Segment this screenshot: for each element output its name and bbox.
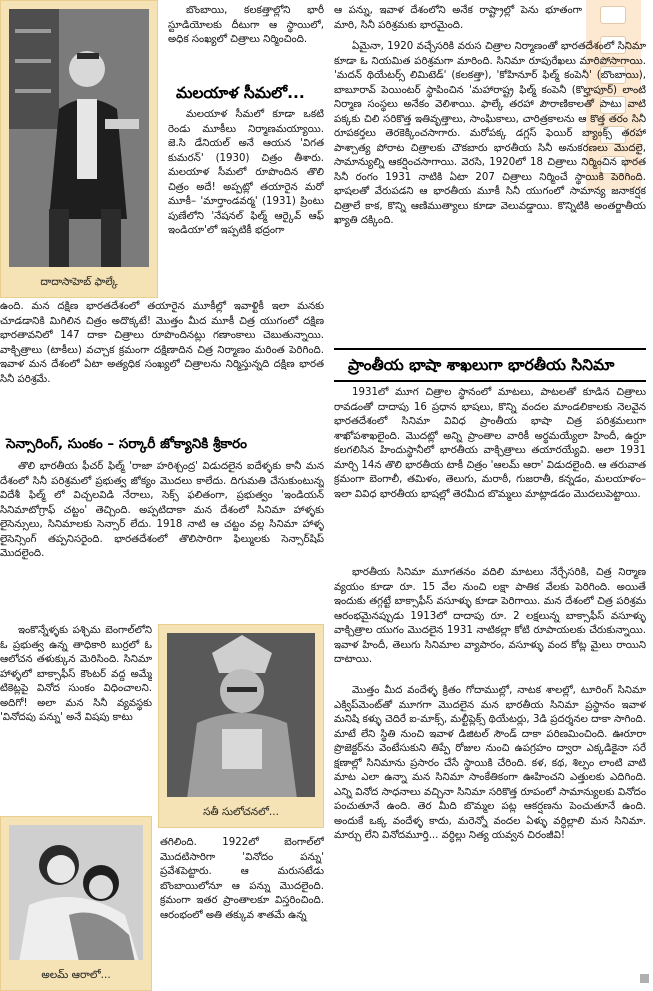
heading-censorship: సెన్సారింగ్, సుంకం – సర్కారీ జోక్యానికి శ్రీకారం [6,436,247,452]
full-width-text [0,300,324,426]
paragraph: తగిలింది. 1922లో బెంగాల్‌లో మొదటిసారిగా 'వినోదం పన్ను' ప్రవేశపెట్టారు. ఆ మరుసటేడు బొంబాయిలోనూ ఆ పన్ను మొదలైంది. క్రమంగా ఇతర ప్రాంతాలకూ విస్తరించింది. ఆరంభంలో అతి తక్కువ శాతమే ఉన్న [160,837,324,921]
col2-top-text [334,4,582,38]
sulochana-illustration [167,633,315,797]
sulochana-photo [158,624,324,828]
alam-ara-photo [0,816,152,991]
col1-malayalam-text [168,108,324,298]
paragraph: మొత్తం మీద వందేళ్ళ క్రితం గోదాముల్లో, నాటక శాలల్లో, టూరింగ్ సినిమా ఎక్విప్‌మెంట్‌తో మూగగా మొదలైన మన భారతీయ సినిమా ప్రస్థానం ఇవాళ మనిషి కళ్ళు చెదిరే ఐ-మాక్స్, మల్టీప్లెక్స్ థియేటర్లు, 3డి ప్రదర్శనల దాకా సాగింది. మాటే లేని స్థితి నుంచి ఇవాళ డిజిటల్ సౌండ్ దాకా పరిణమించింది. ఊరూరా ప్రొజెక్టర్‌ను వెంటేసుకుని తిప్పే రోజుల నుంచి ఉపగ్రహం ద్వారా ఎక్కడికైనా సరే క్షణాల్లో సినిమాను ప్రసారం చేసే స్థాయికి చేరింది. కళ, కథ, శిల్పం లాంటి వాటి మాట ఎలా ఉన్నా మన సినిమా సాంకేతికంగా ఊహించని ఎత్తులకు ఎదిగింది. ఎన్ని వినోద సాధనాలు వచ్చినా సినిమా సరికొత్త రూపంలో సామాన్యులకు వినోదం పంచుతూనే ఉంది. తెర మీది బొమ్మల పట్ల ఆకర్షణను పెంచుతూనే ఉంది. అందుకే ఒక్క వందేళ్ళ కాదు, మరెన్నో వందల ఏళ్ళు వర్ధిల్లాలి మన సినిమా. మార్చు లేని వినోదమూర్తి... వర్ధిల్లు నిత్య యవ్వన చిరంజీవి! [334,685,646,841]
paragraph: ఇంకొన్నేళ్ళకు పశ్చిమ బెంగాల్‌లోని ఓ ప్రభుత్వ ఉన్న తాధికారి బుర్రలో ఓ ఆలోచన తళుక్కున మెరిసింది. సినిమా హాళ్ళలో బాక్సాఫీస్ కౌంటర్ వద్ద అమ్మే టికెట్లపై వినోద సుంకం విధించాలని. అదిగో! అలా మన సినీ వ్యవస్థకు 'వినోదపు పన్ను' అనే విషపు కాటు [0,625,152,723]
paragraph: బొంబాయి, కలకత్తాల్లోని భారీ స్టూడియోలకు దీటుగా ఆ స్థాయిలో, అధిక సంఖ్యలో చిత్రాలు నిర్మించింది. [168,5,324,45]
phalke-caption: దాదాసాహెబ్ ఫాల్కే [40,276,118,288]
paragraph: 1931లో మూగ చిత్రాల స్థానంలో మాటలు, పాటలతో కూడిన చిత్రాలు రావడంతో దాదాపు 16 ప్రధాన భాషలు, కొన్ని వందల మాండలికాలకు నెలవైన భారతదేశంలో సినిమా వివిధ ప్రాంతీయ భాషా చిత్ర పరిశ్రమలుగా శాఖోపశాఖలైంది. మొదట్లో అన్ని ప్రాంతాల వారికీ అర్థమయ్యేలా హిందీ, ఉర్దూ కలగలిసిన హిందుస్థానీలో భారతీయ వాక్చిత్రాలు తయారయ్యేవి. అలా 1931 మార్చి 14న తొలి భారతీయ టాకీ చిత్రం 'ఆలమ్ ఆరా' విడుదలైంది. ఆ తరువాత క్రమంగా బెంగాలీ, తమిళం, తెలుగు, మరాఠీ, గుజరాతీ, కన్నడం, మలయాళం– ఇలా వివిధ భారతీయ భాషల్లో తెరమీద బొమ్మలు మాట్లాడడం మొదలుపెట్టాయి. [334,387,646,500]
censorship-text [0,460,324,620]
col2-regional-text [334,386,646,564]
col2-main-text [334,40,646,340]
film-hole [600,6,626,24]
phalke-image [9,9,149,267]
paragraph: ఉంది. మన దక్షిణ భారతదేశంలో తయారైన మూకీల్లో ఇవాళ్టికీ ఇలా మనకు చూడడానికి మిగిలిన చిత్రం అదొక్కటే! మొత్తం మీద మూకీ చిత్ర యుగంలో దక్షిణ భారతావనిలో 147 దాకా చిత్రాలు రూపొందినట్లు గణాంకాలు చెబుతున్నాయి. వాక్చిత్రాలు (టాకీలు) వచ్చాక క్రమంగా దక్షిణాదిన చిత్ర నిర్మాణం మరింత పెరిగింది. ఇవాళ మన దేశంలో ఏటా అత్యధిక సంఖ్యలో చిత్రాలను నిర్మిస్తున్నది దక్షిణ భారత సినీ పరిశ్రమే. [0,301,324,385]
heading-malayalam: మలయాళ సీమలో... [176,84,305,102]
alam-ara-illustration [9,825,143,960]
paragraph: భారతీయ సినిమా మూగతనం వదిలి మాటలు నేర్చేసరికి, చిత్ర నిర్మాణ వ్యయం కూడా రూ. 15 వేల నుంచి లక్షా పాతిక వేలకు పెరిగింది. అయితే ఇందుకు తగ్గట్టే బాక్సాఫీస్ వసూళ్ళు కూడా పెరిగాయి. మన దేశంలో చిత్ర పరిశ్రమ ఆరంభమైనప్పుడు 1913లో దాదాపు రూ. 2 లక్షలున్న బాక్సాఫీస్ వసూళ్ళు వాక్చిత్రాల యుగం మొదలైన 1931 నాటికల్లా కోటి రూపాయలకు చేరుకున్నాయి. ఇవాళ హిందీ, తెలుగు సినిమాల వ్యాపారం, వసూళ్ళు వంద కోట్ల మైలు రాయిని దాటాయి. [334,567,646,665]
phalke-illustration [9,9,149,267]
alam-ara-caption: అలమ్ ఆరాలో... [41,969,111,981]
page-corner-mark [640,974,649,983]
col2-boxoffice-text [334,566,646,682]
paragraph: ఆ పన్ను, ఇవాళ దేశంలోని అనేక రాష్ట్రాల్లో పెను భూతంగా మారి, సినీ పరిశ్రమకు భారమైంది. [334,5,582,31]
col1-tail-text [160,836,324,986]
col1-top-text [168,4,324,78]
alam-ara-image [9,825,143,960]
sulochana-image [167,633,315,797]
phalke-photo [0,0,158,298]
paragraph: మలయాళ సీమలో కూడా ఒకటి రెండు మూకీలు నిర్మాణమయ్యాయి. జె.సి డేనియల్ అనే ఆయన 'విగత కుమరన్' (1930) చిత్రం తీశారు. మలయాళ సీమలో రూపొందిన తొలి చిత్రం అదే! అప్పట్లో తయారైన మరో మూకీ– 'మార్తాండవర్మ' (1931) ప్రింటు పుణేలోని 'నేషనల్ ఫిల్మ్ ఆర్కైవ్ ఆఫ్ ఇండియా'లో ఇప్పటికీ భద్రంగా [168,109,324,236]
col2-end-text [334,684,646,984]
col1-bottom-text [0,624,152,814]
heading-rule-top [334,348,646,350]
paragraph: తొలి భారతీయ ఫీచర్ ఫిల్మ్ 'రాజా హరిశ్చంద్ర' విడుదలైన ఐదేళ్ళకు కానీ మన దేశంలో సినీ పరిశ్రమలో ప్రభుత్వ జోక్యం మొదలు కాలేదు. దిగుమతి చేసుకుంటున్న విదేశీ ఫిల్మ్ లో విచ్చలవిడి నేరాలు, సెక్స్ ఫలితంగా, ప్రభుత్వం 'ఇండియన్ సినిమాటోగ్రాఫ్ చట్టం' తెచ్చింది. అప్పటిదాకా మన దేశంలో సినిమా హాళ్ళకు లైసెన్సులు, సినిమాలకు సెన్సార్ లేదు. 1918 నాటి ఆ చట్టం వల్ల సినిమా హాళ్ళ లైసెన్సింగ్ తప్పనిసరైంది. భారతదేశంలో తొలిసారిగా ఫిల్ములకు సెన్సార్‌షిప్ మొదలైంది. [0,461,324,559]
heading-rule-bottom [334,380,646,382]
sulochana-caption: సతీ సులోచనలో... [203,806,279,818]
heading-regional: ప్రాంతీయ భాషా శాఖలుగా భారతీయ సినిమా [348,356,615,374]
paragraph: ఏమైనా, 1920 వచ్చేసరికి వరుస చిత్రాల నిర్మాణంతో భారతదేశంలో సినిమా కూడా ఓ నియమిత పరిశ్రమగా మారింది. సినిమా రూపురేఖలు మారిపోసాగాయి. 'మదన్ థియేటర్స్ లిమిటెడ్' (కలకత్తా), 'కోహినూర్ ఫిల్మ్ కంపెనీ' (బొంబాయి), బాబూరావ్ పెయింటర్ స్థాపించిన 'మహారాష్ట్ర ఫిల్మ్ కంపెనీ (కొల్హాపూర్) లాంటి నిర్మాణ సంస్థలు అనేకం వెలిశాయి. ఫాల్కే తరహా పౌరాణికాలతో పాటు వాటి పక్కకు చిలి సరికొత్త ఇతివృత్తాలు, సాంఘికాలు, చారిత్రకాలను ఆ కొత్త తరం సినీ రూపకర్తలు తెరకెక్కించసాగారు. మరోపక్క డగ్లస్ ఫెయిర్ బ్యాంక్స్ తరహా పాశ్చాత్య పోరాట చిత్రాలకు చౌకబారు భారతీయ సినీ అనుకరణలు మొదలై, సామాన్యుల్ని ఆకర్షించసాగాయి. వెరసి, 1920లో 18 చిత్రాలు నిర్మించిన భారత సినీ రంగం 1931 నాటికి ఏటా 207 చిత్రాలు నిర్మించే స్థాయికి పెరిగింది. భాషలతో వేరుపడని ఆ భారతీయ మూకీ సినీ యుగంలో సామాన్య జనాకర్షక చిత్రాలే కాక, కొన్ని ఆణిముత్యాలు కూడా వెలువడ్డాయి. కొన్నిటికి అంతర్జాతీయ ఖ్యాతి దక్కింది. [334,41,646,226]
